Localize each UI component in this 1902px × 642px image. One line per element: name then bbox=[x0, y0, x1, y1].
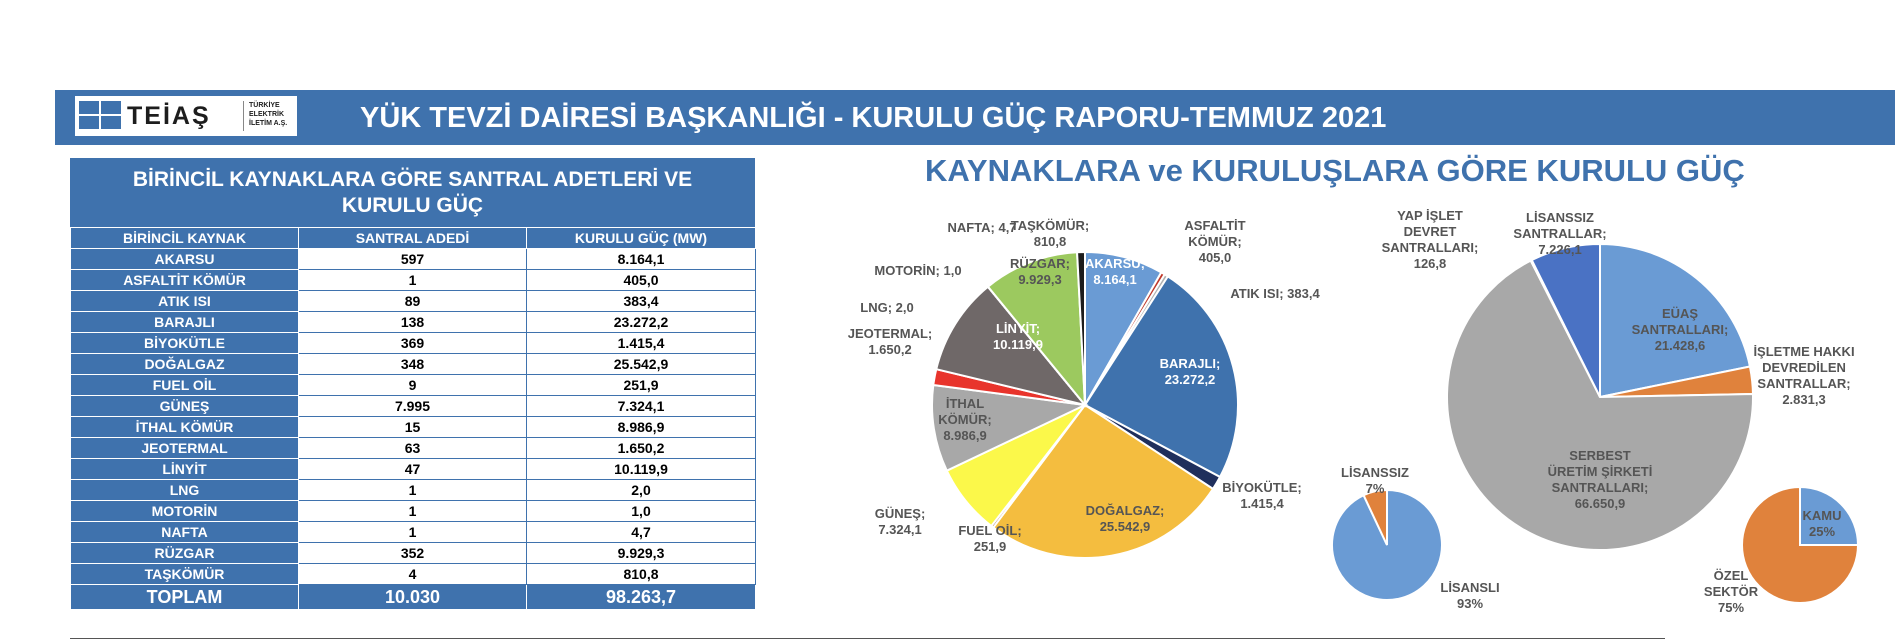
table-cell: DOĞALGAZ bbox=[71, 354, 299, 375]
table-cell: FUEL OİL bbox=[71, 375, 299, 396]
pie-data-label: LİSANSSIZ SANTRALLAR; 7.226,1 bbox=[1513, 210, 1607, 257]
charts-title: KAYNAKLARA ve KURULUŞLARA GÖRE KURULU GÜÇ bbox=[925, 153, 1745, 188]
table-cell: 251,9 bbox=[527, 375, 756, 396]
pie-data-label: KAMU 25% bbox=[1802, 508, 1842, 539]
pie-data-label: DOĞALGAZ; 25.542,9 bbox=[1085, 503, 1165, 534]
table-cell: 4,7 bbox=[527, 522, 756, 543]
table-cell: 9 bbox=[299, 375, 527, 396]
table-cell: 1.415,4 bbox=[527, 333, 756, 354]
pie-data-label: YAP İŞLET DEVRET SANTRALLARI; 126,8 bbox=[1381, 208, 1479, 271]
pie-data-label: LİNYİT; 10.119,9 bbox=[993, 321, 1043, 352]
table-cell: NAFTA bbox=[71, 522, 299, 543]
pie-data-label: ATIK ISI; 383,4 bbox=[1230, 286, 1320, 301]
pie-data-label: LNG; 2,0 bbox=[860, 300, 914, 315]
pie-data-label: İTHAL KÖMÜR; 8.986,9 bbox=[938, 396, 992, 443]
pie-data-label: MOTORİN; 1,0 bbox=[874, 263, 962, 278]
column-header: KURULU GÜÇ (MW) bbox=[527, 228, 756, 249]
pie-data-label: LİSANSSIZ 7% bbox=[1341, 465, 1409, 496]
table-cell: BİYOKÜTLE bbox=[71, 333, 299, 354]
table-cell: 98.263,7 bbox=[527, 585, 756, 610]
table-cell: 7.995 bbox=[299, 396, 527, 417]
pie-data-label: AKARSU; 8.164,1 bbox=[1085, 256, 1145, 287]
table-cell: 138 bbox=[299, 312, 527, 333]
table-cell: 1 bbox=[299, 501, 527, 522]
table-cell: 383,4 bbox=[527, 291, 756, 312]
table-cell: RÜZGAR bbox=[71, 543, 299, 564]
column-header: SANTRAL ADEDİ bbox=[299, 228, 527, 249]
table-cell: AKARSU bbox=[71, 249, 299, 270]
table-cell: 2,0 bbox=[527, 480, 756, 501]
pie-data-label: RÜZGAR; 9.929,3 bbox=[1010, 256, 1070, 287]
pie-data-label: ASFALTİT KÖMÜR; 405,0 bbox=[1184, 218, 1246, 265]
table-cell: 15 bbox=[299, 417, 527, 438]
table-cell: 1 bbox=[299, 270, 527, 291]
table-cell: 8.164,1 bbox=[527, 249, 756, 270]
table-cell: 348 bbox=[299, 354, 527, 375]
table-cell: 63 bbox=[299, 438, 527, 459]
pie-data-label: GÜNEŞ; 7.324,1 bbox=[874, 506, 926, 537]
table-cell: GÜNEŞ bbox=[71, 396, 299, 417]
pie-chart-4 bbox=[1704, 487, 1858, 615]
table-cell: 810,8 bbox=[527, 564, 756, 585]
table-cell: 8.986,9 bbox=[527, 417, 756, 438]
table-cell: LNG bbox=[71, 480, 299, 501]
table-cell: TOPLAM bbox=[71, 585, 299, 610]
table-cell: 23.272,2 bbox=[527, 312, 756, 333]
table-cell: İTHAL KÖMÜR bbox=[71, 417, 299, 438]
table-cell: LİNYİT bbox=[71, 459, 299, 480]
report-title: YÜK TEVZİ DAİRESİ BAŞKANLIĞI - KURULU GÜÇ RAPORU-TEMMUZ 2021 bbox=[360, 102, 1387, 134]
table-cell: 1 bbox=[299, 522, 527, 543]
pie-data-label: EÜAŞ SANTRALLARI; 21.428,6 bbox=[1631, 306, 1729, 353]
table-cell: 1 bbox=[299, 480, 527, 501]
table-cell: 405,0 bbox=[527, 270, 756, 291]
pie-data-label: FUEL OİL; 251,9 bbox=[958, 523, 1022, 554]
pie-data-label: BARAJLI; 23.272,2 bbox=[1159, 356, 1221, 387]
table-cell: JEOTERMAL bbox=[71, 438, 299, 459]
pie-data-label: TAŞKÖMÜR; 810,8 bbox=[1010, 218, 1090, 249]
table-cell: 89 bbox=[299, 291, 527, 312]
table-cell: 597 bbox=[299, 249, 527, 270]
pie-data-label: LİSANSLI 93% bbox=[1440, 580, 1500, 611]
column-header: BİRİNCİL KAYNAK bbox=[71, 228, 299, 249]
pie-data-label: BİYOKÜTLE; 1.415,4 bbox=[1222, 480, 1302, 511]
table-cell: 10.119,9 bbox=[527, 459, 756, 480]
pie-data-label: ÖZEL SEKTÖR 75% bbox=[1703, 568, 1759, 615]
table-cell: TAŞKÖMÜR bbox=[71, 564, 299, 585]
table-cell: 25.542,9 bbox=[527, 354, 756, 375]
pie-chart-3 bbox=[1332, 465, 1500, 611]
table-cell: 1.650,2 bbox=[527, 438, 756, 459]
logo-text: TEİAŞ bbox=[127, 102, 211, 130]
table-cell: 4 bbox=[299, 564, 527, 585]
pie-data-label: NAFTA; 4,7 bbox=[947, 220, 1017, 235]
table-cell: ASFALTİT KÖMÜR bbox=[71, 270, 299, 291]
table-cell: 47 bbox=[299, 459, 527, 480]
logo-subtitle: TÜRKİYE ELEKTRİK İLETİM A.Ş. bbox=[249, 102, 288, 127]
table-cell: 369 bbox=[299, 333, 527, 354]
pie-data-label: SERBEST ÜRETİM ŞİRKETİ SANTRALLARI; 66.650,9 bbox=[1547, 448, 1653, 511]
table-cell: MOTORİN bbox=[71, 501, 299, 522]
table-cell: 10.030 bbox=[299, 585, 527, 610]
table-cell: 352 bbox=[299, 543, 527, 564]
table-cell: 9.929,3 bbox=[527, 543, 756, 564]
table-cell: ATIK ISI bbox=[71, 291, 299, 312]
table-cell: BARAJLI bbox=[71, 312, 299, 333]
table-cell: 1,0 bbox=[527, 501, 756, 522]
pie-data-label: İŞLETME HAKKI DEVREDİLEN SANTRALLAR; 2.831,3 bbox=[1753, 344, 1855, 407]
table-title: BİRİNCİL KAYNAKLARA GÖRE SANTRAL ADETLERİ VE KURULU GÜÇ bbox=[70, 158, 755, 227]
table-cell: 7.324,1 bbox=[527, 396, 756, 417]
pie-chart-1 bbox=[848, 218, 1321, 558]
pie-data-label: JEOTERMAL; 1.650,2 bbox=[847, 326, 933, 357]
